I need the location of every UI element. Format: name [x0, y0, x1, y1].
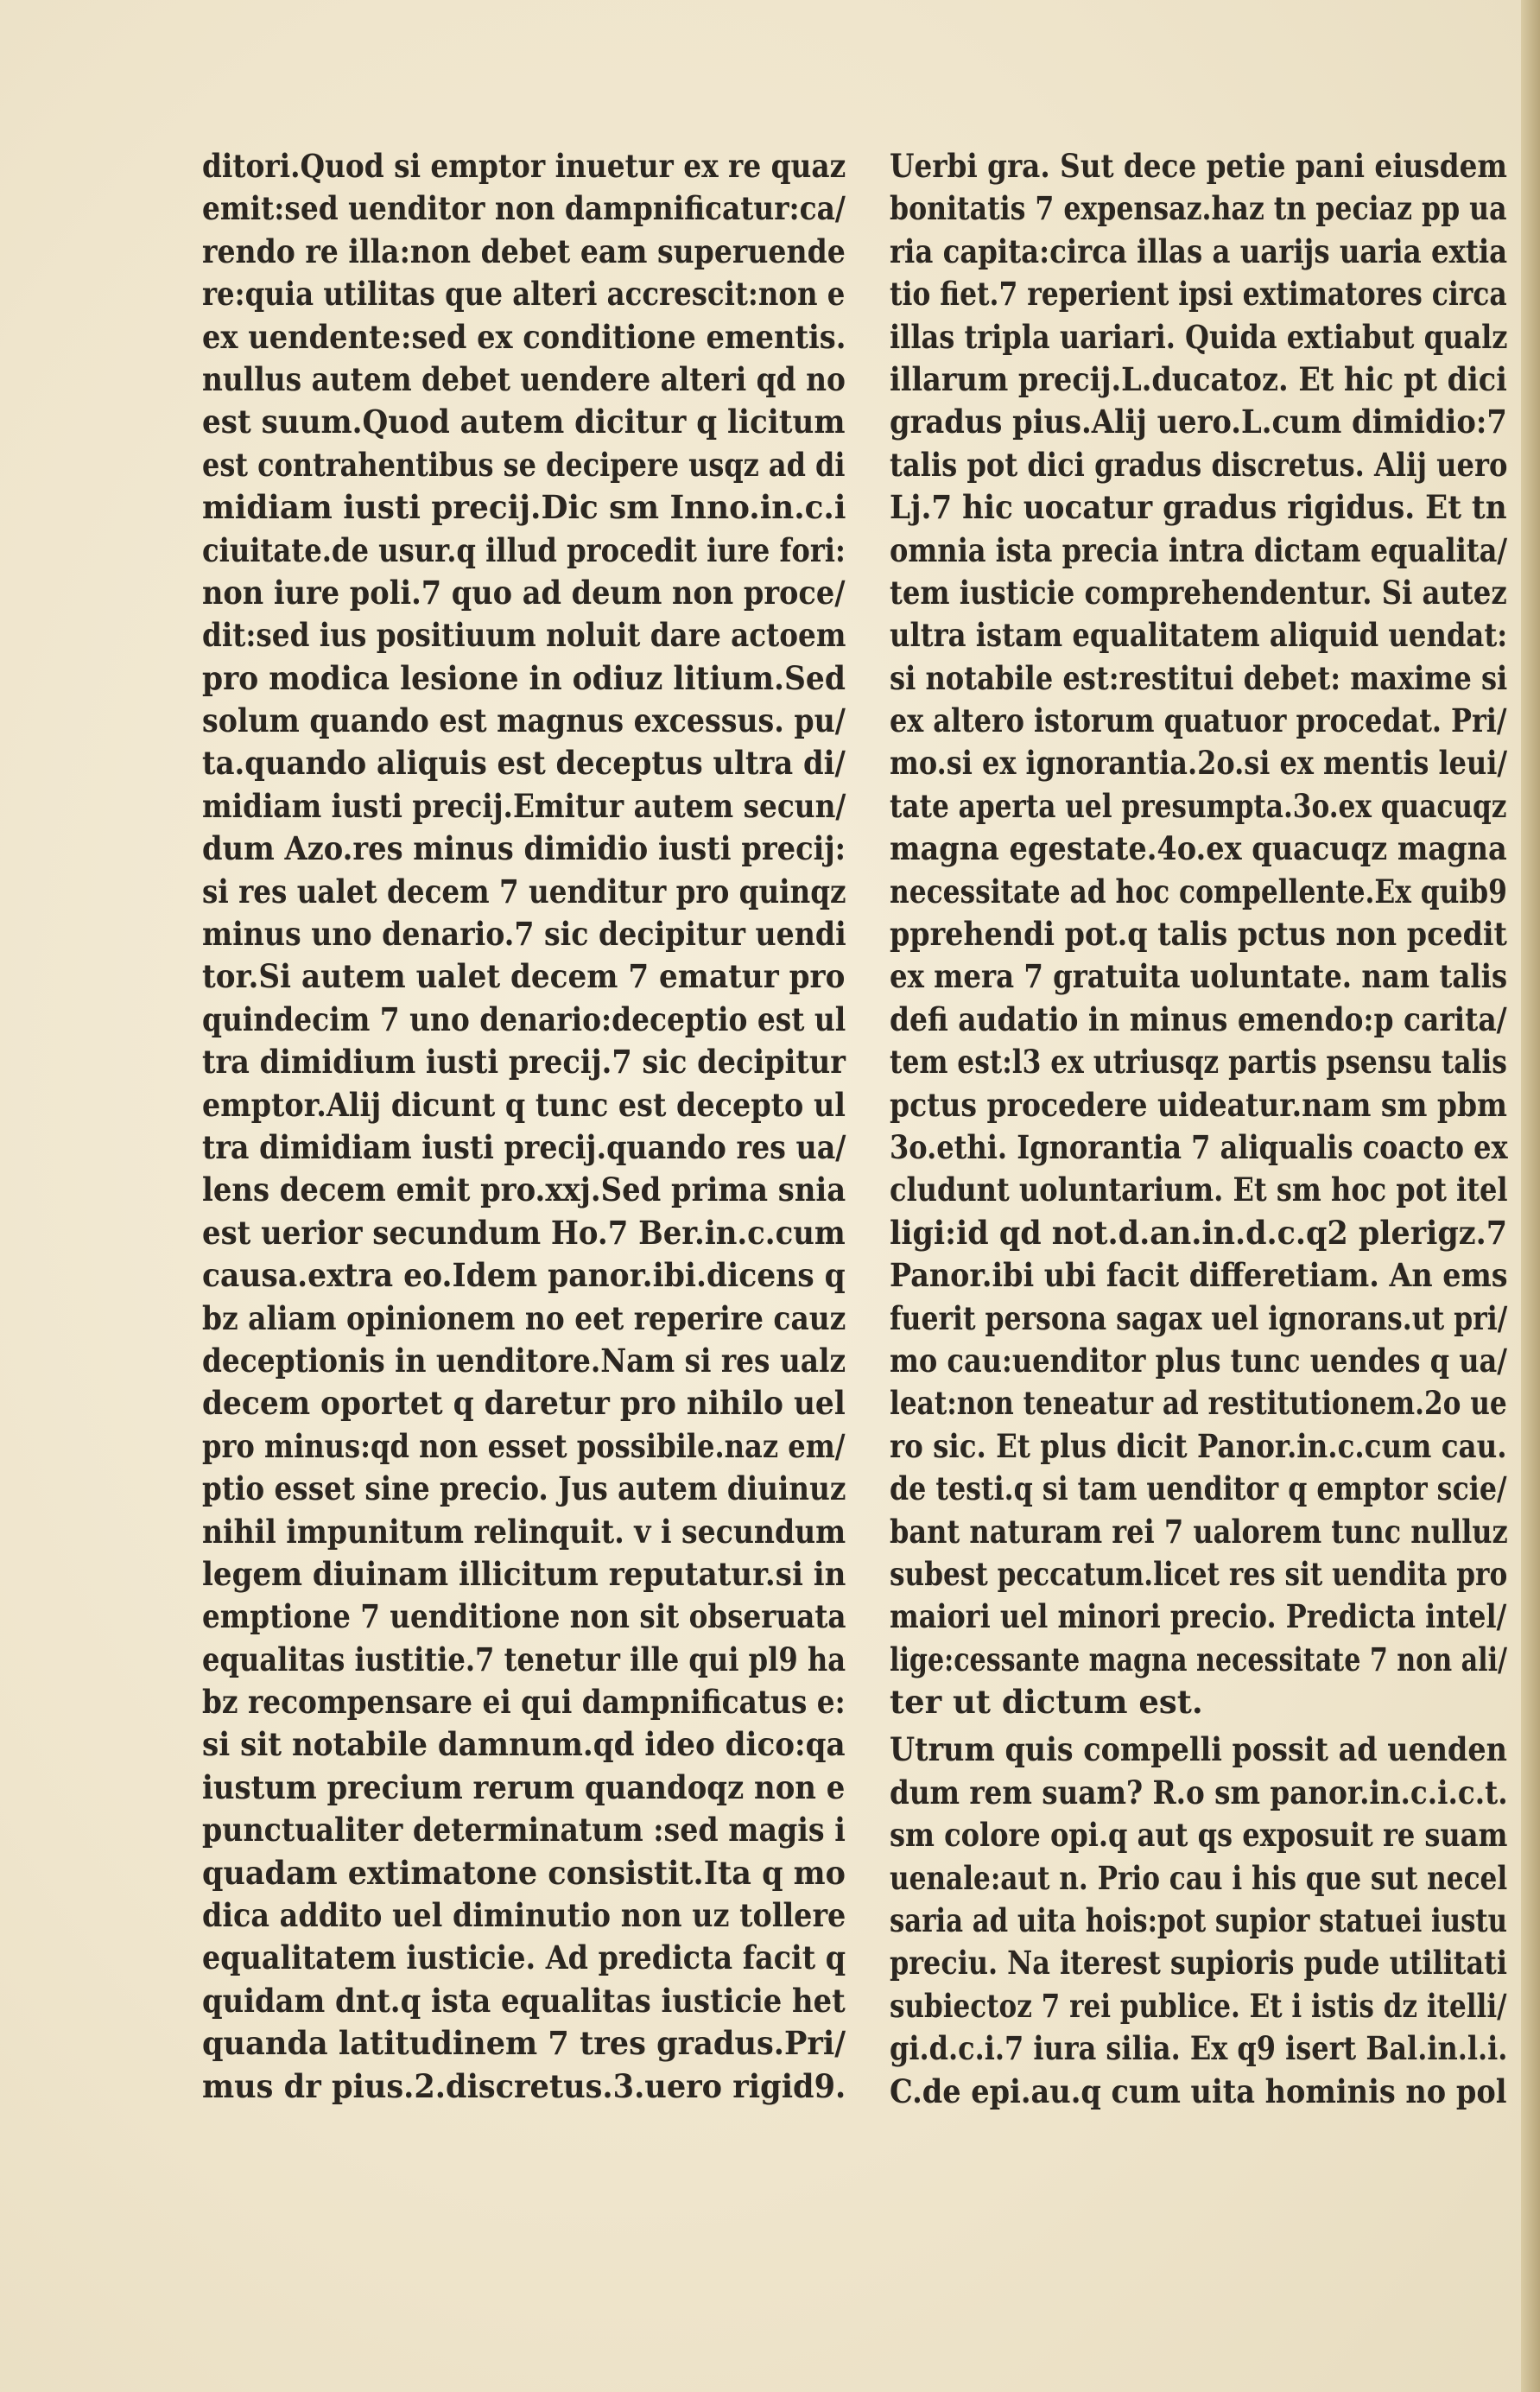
text-line: uenale:aut n. Prio cau i his que sut necel	[890, 1858, 1508, 1897]
text-line: nihil impunitum relinquit. v i secundum	[202, 1512, 846, 1551]
text-line: 3o.ethi. Ignorantia 7 aliqualis coacto ex	[890, 1127, 1508, 1166]
text-line: si notabile est:restitui debet: maxime si	[890, 658, 1508, 697]
text-line: leat:non teneatur ad restitutionem.2o ue	[890, 1384, 1507, 1423]
text-line: equalitatem iusticie. Ad predicta facit q	[202, 1938, 846, 1977]
text-line: causa.extra eo.Idem panor.ibi.dicens q	[202, 1256, 846, 1295]
text-line: Uerbi gra. Sut dece petie pani eiusdem	[890, 147, 1507, 185]
text-line: talis pot dici gradus discretus. Alij uero	[890, 445, 1508, 484]
text-line: si res ualet decem 7 uenditur pro quinqz	[202, 872, 846, 910]
text-line: dica addito uel diminutio non uz tollere	[202, 1896, 846, 1935]
text-line: bant naturam rei 7 ualorem tunc nulluz	[890, 1512, 1508, 1551]
text-line: est contrahentibus se decipere usqz ad di	[202, 445, 846, 484]
text-line: punctualiter determinatum :sed magis i	[202, 1811, 846, 1850]
text-line: subiectoz 7 rei publice. Et i istis dz itelli/	[890, 1986, 1507, 2025]
text-line: ta.quando aliquis est deceptus ultra di/	[202, 744, 846, 783]
text-line: saria ad uita hois:pot supior statuei iustu	[890, 1901, 1507, 1940]
text-line: mus dr pius.2.discretus.3.uero rigid9.	[202, 2066, 846, 2105]
text-line: Lj.7 hic uocatur gradus rigidus. Et tn	[890, 488, 1507, 527]
page-edge	[1521, 0, 1540, 2392]
text-line: de testi.q si tam uenditor q emptor scie/	[890, 1469, 1507, 1508]
text-line: quanda latitudinem 7 tres gradus.Pri/	[202, 2024, 846, 2063]
text-line: dum rem suam? R.o sm panor.in.c.i.c.t.	[890, 1773, 1508, 1811]
text-line: ter ut dictum est.	[890, 1683, 1203, 1722]
text-line: tra dimidium iusti precij.7 sic decipitur	[202, 1043, 846, 1082]
text-line: equalitas iustitie.7 tenetur ille qui pl9 ha	[202, 1640, 846, 1678]
text-line: solum quando est magnus excessus. pu/	[202, 701, 846, 740]
text-line: ditori.Quod si emptor inuetur ex re quaz	[202, 147, 846, 185]
text-line: ligi:id qd not.d.an.in.d.c.q2 plerigz.7	[890, 1213, 1508, 1252]
text-line: bonitatis 7 expensaz.haz tn peciaz pp ua	[890, 189, 1507, 228]
text-line: ria capita:circa illas a uarijs uaria extia	[890, 232, 1508, 270]
text-line: quidam dnt.q ista equalitas iusticie het	[202, 1981, 846, 2020]
text-line: mo cau:uenditor plus tunc uendes q ua/	[890, 1341, 1508, 1380]
text-line: est uerior secundum Ho.7 Ber.in.c.cum	[202, 1213, 846, 1252]
text-line: ex altero istorum quatuor procedat. Pri/	[890, 701, 1507, 740]
text-line: legem diuinam illicitum reputatur.si in	[202, 1554, 846, 1593]
text-line: tra dimidiam iusti precij.quando res ua/	[202, 1127, 846, 1166]
text-line: illas tripla uariari. Quida extiabut qualz	[890, 317, 1508, 356]
text-line: midiam iusti precij.Emitur autem secun/	[202, 786, 846, 825]
text-line: ro sic. Et plus dicit Panor.in.c.cum cau.	[890, 1426, 1507, 1465]
text-line: Utrum quis compelli possit ad uenden	[890, 1730, 1507, 1769]
text-line: pro modica lesione in odiuz litium.Sed	[202, 658, 846, 697]
text-line: lens decem emit pro.xxj.Sed prima snia	[202, 1171, 846, 1209]
left-text-column	[202, 145, 846, 2108]
text-line: cludunt uoluntarium. Et sm hoc pot itel	[890, 1171, 1508, 1209]
text-line: magna egestate.4o.ex quacuqz magna	[890, 829, 1507, 868]
text-line: ex mera 7 gratuita uoluntate. nam talis	[890, 957, 1508, 996]
text-line: si sit notabile damnum.qd ideo dico:qa	[202, 1725, 846, 1764]
text-line: re:quia utilitas que alteri accrescit:non e	[202, 275, 846, 314]
text-line: necessitate ad hoc compellente.Ex quib9	[890, 872, 1507, 910]
text-line: Panor.ibi ubi facit differetiam. An ems	[890, 1256, 1508, 1295]
text-line: pctus procedere uideatur.nam sm pbm	[890, 1085, 1507, 1124]
text-line: bz aliam opinionem no eet reperire cauz	[202, 1298, 846, 1337]
text-line: gradus pius.Alij uero.L.cum dimidio:7	[890, 403, 1507, 441]
text-line: non iure poli.7 quo ad deum non proce/	[202, 573, 846, 612]
text-line: minus uno denario.7 sic decipitur uendi	[202, 915, 846, 954]
text-line: illarum precij.L.ducatoz. Et hic pt dici	[890, 359, 1507, 398]
text-line: rendo re illa:non debet eam superuende	[202, 232, 846, 270]
text-line: emptor.Alij dicunt q tunc est decepto ul	[202, 1085, 846, 1124]
text-line: subest peccatum.licet res sit uendita pro	[890, 1554, 1508, 1593]
text-line: C.de epi.au.q cum uita hominis no pol	[890, 2072, 1507, 2110]
text-line: tate aperta uel presumpta.3o.ex quacuqz	[890, 786, 1507, 825]
text-line: tem est:l3 ex utriusqz partis psensu talis	[890, 1043, 1507, 1082]
text-line: dum Azo.res minus dimidio iusti precij:	[202, 829, 846, 868]
text-line: emptione 7 uenditione non sit obseruata	[202, 1597, 846, 1636]
text-line: deceptionis in uenditore.Nam si res ualz	[202, 1341, 846, 1380]
text-line: ultra istam equalitatem aliquid uendat:	[890, 616, 1508, 655]
text-line: emit:sed uenditor non dampnificatur:ca/	[202, 189, 846, 228]
text-line: maiori uel minori precio. Predicta intel/	[890, 1597, 1507, 1636]
text-line: tem iusticie comprehendentur. Si autez	[890, 573, 1507, 612]
text-line: omnia ista precia intra dictam equalita/	[890, 530, 1508, 569]
text-line: preciu. Na iterest supioris pude utilitati	[890, 1944, 1507, 1983]
text-line: defi audatio in minus emendo:p carita/	[890, 999, 1507, 1038]
text-line: midiam iusti precij.Dic sm Inno.in.c.i	[202, 488, 846, 527]
text-line: lige:cessante magna necessitate 7 non ali/	[890, 1640, 1508, 1678]
text-line: quindecim 7 uno denario:deceptio est ul	[202, 999, 846, 1038]
text-line: nullus autem debet uendere alteri qd no	[202, 359, 846, 398]
text-line: decem oportet q daretur pro nihilo uel	[202, 1384, 846, 1423]
right-text-column	[890, 145, 1507, 2113]
text-line: ptio esset sine precio. Jus autem diuinuz	[202, 1469, 846, 1508]
text-line: gi.d.c.i.7 iura silia. Ex q9 isert Bal.in.l.i.	[890, 2029, 1508, 2068]
text-line: dit:sed ius positiuum noluit dare actoem	[202, 616, 846, 655]
text-line: est suum.Quod autem dicitur q licitum	[202, 403, 846, 441]
text-line: ciuitate.de usur.q illud procedit iure fori:	[202, 530, 846, 569]
text-line: tio fiet.7 reperient ipsi extimatores circa	[890, 275, 1507, 314]
text-line: iustum precium rerum quandoqz non e	[202, 1767, 846, 1806]
text-line: sm colore opi.q aut qs exposuit re suam	[890, 1816, 1508, 1855]
text-line: ex uendente:sed ex conditione ementis.	[202, 317, 846, 356]
text-line: bz recompensare ei qui dampnificatus e:	[202, 1683, 846, 1722]
text-line: mo.si ex ignorantia.2o.si ex mentis leui/	[890, 744, 1508, 783]
text-line: quadam extimatone consistit.Ita q mo	[202, 1853, 846, 1892]
text-line: fuerit persona sagax uel ignorans.ut pri/	[890, 1298, 1508, 1337]
text-line: pro minus:qd non esset possibile.naz em/	[202, 1426, 846, 1465]
text-line: tor.Si autem ualet decem 7 ematur pro	[202, 957, 846, 996]
text-line: pprehendi pot.q talis pctus non pcedit	[890, 915, 1507, 954]
